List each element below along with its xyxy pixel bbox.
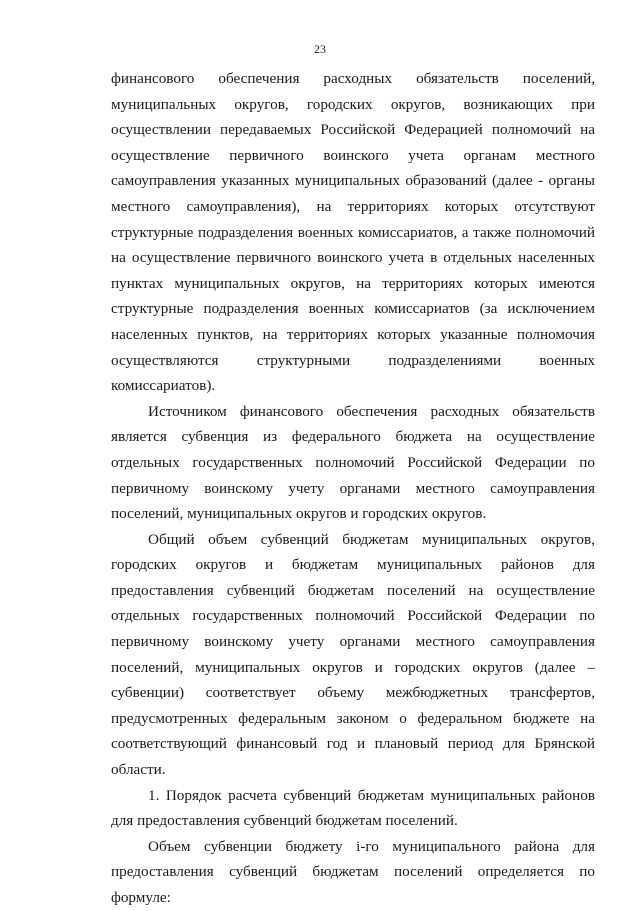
document-body [111, 66, 595, 911]
paragraph-section-1-heading: 1. Порядок расчета субвенций бюджетам муниципальных районов для предоставления субвенций бюджетам поселений. [111, 786, 595, 830]
paragraph-formula-intro: Объем субвенции бюджету i-го муниципального района для предоставления субвенций бюджетам поселений определяется по формуле: [111, 837, 595, 906]
paragraph-subvention-volume: Общий объем субвенций бюджетам муниципальных округов, городских округов и бюджетам муниципальных районов для предоставления субвенций бюджетам поселений на осуществление отдельных государственных полномочий Российской Федерации по первичному воинскому учету органами местного самоуправления поселений, муниципальных округов и городских округов (далее – субвенции) соответствует объему межбюджетных трансфертов, предусмотренных федеральным законом о федеральном бюджете на соответствующий финансовый год и плановый период для Брянской области. [111, 530, 595, 779]
page-number: 23 [314, 42, 326, 56]
paragraph-funding-source: Источником финансового обеспечения расходных обязательств является субвенция из федерального бюджета на осуществление отдельных государственных полномочий Российской Федерации по первичному воинскому учету органами местного самоуправления поселений, муниципальных округов и городских округов. [111, 402, 595, 523]
paragraph-continuation: финансового обеспечения расходных обязательств поселений, муниципальных округов, городских округов, возникающих при осуществлении передаваемых Российской Федерацией полномочий на осуществление первичного воинского учета органам местного самоуправления указанных муниципальных образований (далее - органы местного самоуправления), на территориях которых отсутствуют структурные подразделения военных комиссариатов, а также полномочий на осуществление первичного воинского учета в отдельных населенных пунктах муниципальных округов, на территориях которых имеются структурные подразделения военных комиссариатов (за исключением населенных пунктов, на территориях которых указанные полномочия осуществляются структурными подразделениями военных комиссариатов). [111, 70, 595, 395]
